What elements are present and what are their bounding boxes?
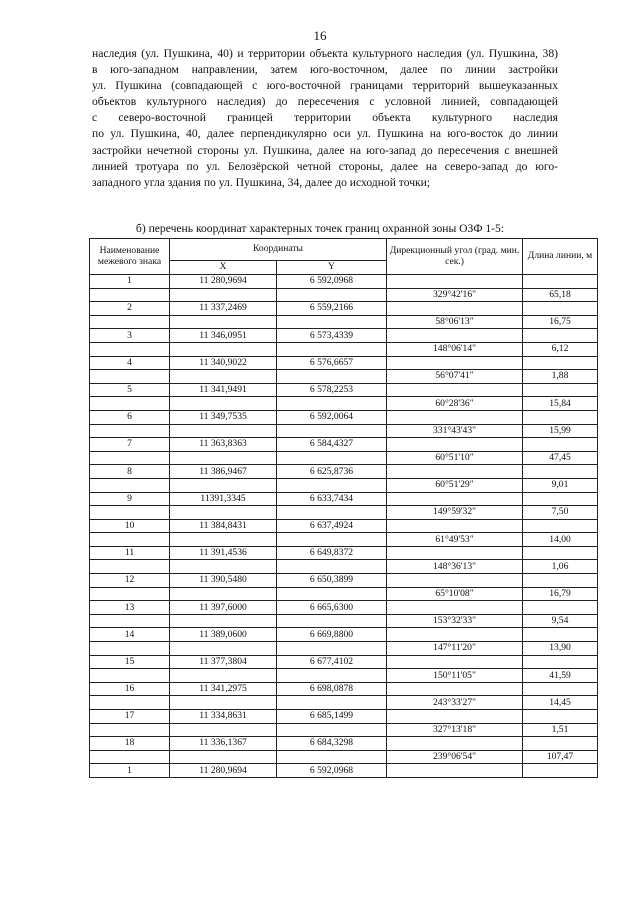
y-cell-empty	[277, 587, 387, 601]
angle-cell-empty	[387, 601, 523, 615]
y-cell: 6 684,3298	[277, 737, 387, 751]
x-cell: 11 386,9467	[170, 465, 277, 479]
length-cell-empty	[523, 710, 598, 724]
angle-cell-empty	[387, 628, 523, 642]
segment-row	[90, 587, 598, 601]
x-cell: 11 377,3804	[170, 655, 277, 669]
x-cell: 11 363,8363	[170, 438, 277, 452]
y-cell-empty	[277, 533, 387, 547]
y-cell-empty	[277, 723, 387, 737]
segment-row	[90, 370, 598, 384]
point-name-cell-empty	[90, 451, 170, 465]
line-length-cell: 65,18	[523, 288, 598, 302]
line-length-cell: 15,84	[523, 397, 598, 411]
y-cell-empty	[277, 669, 387, 683]
point-row	[90, 655, 598, 669]
x-cell-empty	[170, 315, 277, 329]
y-cell: 6 650,3899	[277, 574, 387, 588]
segment-row	[90, 614, 598, 628]
point-row	[90, 737, 598, 751]
y-cell-empty	[277, 424, 387, 438]
point-name-cell: 1	[90, 275, 170, 289]
direction-angle-cell: 58°06'13"	[387, 315, 523, 329]
y-cell: 6 576,6657	[277, 356, 387, 370]
direction-angle-cell: 61°49'53"	[387, 533, 523, 547]
direction-angle-cell: 148°36'13"	[387, 560, 523, 574]
angle-cell-empty	[387, 737, 523, 751]
point-name-cell-empty	[90, 288, 170, 302]
angle-cell-empty	[387, 329, 523, 343]
point-name-cell: 13	[90, 601, 170, 615]
header-line-length: Длина линии, м	[523, 239, 598, 275]
x-cell-empty	[170, 750, 277, 764]
direction-angle-cell: 243°33'27"	[387, 696, 523, 710]
point-row	[90, 329, 598, 343]
angle-cell-empty	[387, 275, 523, 289]
segment-row	[90, 451, 598, 465]
point-row	[90, 465, 598, 479]
segment-row	[90, 696, 598, 710]
point-row	[90, 302, 598, 316]
y-cell: 6 625,8736	[277, 465, 387, 479]
y-cell: 6 685,1499	[277, 710, 387, 724]
paragraph-line: западного угла здания по ул. Пушкина, 34, далее до исходной точки;	[92, 175, 431, 189]
point-name-cell: 3	[90, 329, 170, 343]
angle-cell-empty	[387, 519, 523, 533]
line-length-cell: 107,47	[523, 750, 598, 764]
y-cell: 6 677,4102	[277, 655, 387, 669]
point-name-cell: 15	[90, 655, 170, 669]
segment-row	[90, 397, 598, 411]
point-name-cell: 9	[90, 492, 170, 506]
length-cell-empty	[523, 302, 598, 316]
y-cell-empty	[277, 642, 387, 656]
line-length-cell: 7,50	[523, 506, 598, 520]
direction-angle-cell: 327°13'18"	[387, 723, 523, 737]
y-cell: 6 633,7434	[277, 492, 387, 506]
line-length-cell: 9,54	[523, 614, 598, 628]
angle-cell-empty	[387, 383, 523, 397]
segment-row	[90, 506, 598, 520]
x-cell-empty	[170, 696, 277, 710]
angle-cell-empty	[387, 764, 523, 778]
direction-angle-cell: 329°42'16"	[387, 288, 523, 302]
x-cell-empty	[170, 370, 277, 384]
line-length-cell: 14,00	[523, 533, 598, 547]
y-cell: 6 637,4924	[277, 519, 387, 533]
point-row	[90, 275, 598, 289]
y-cell-empty	[277, 451, 387, 465]
segment-row	[90, 288, 598, 302]
segment-row	[90, 342, 598, 356]
paragraph-line: в юго-западном направлении, затем юго-восточном, далее по линии застройки	[92, 63, 558, 77]
length-cell-empty	[523, 329, 598, 343]
paragraph-line: застройки нечетной стороны ул. Пушкина, далее на юго-запад до пересечения с внешней	[92, 143, 558, 157]
line-length-cell: 1,88	[523, 370, 598, 384]
x-cell: 11 391,4536	[170, 546, 277, 560]
y-cell: 6 592,0968	[277, 764, 387, 778]
length-cell-empty	[523, 519, 598, 533]
point-name-cell: 1	[90, 764, 170, 778]
x-cell-empty	[170, 614, 277, 628]
angle-cell-empty	[387, 574, 523, 588]
point-name-cell: 2	[90, 302, 170, 316]
direction-angle-cell: 147°11'20"	[387, 642, 523, 656]
x-cell: 11 341,9491	[170, 383, 277, 397]
segment-row	[90, 424, 598, 438]
x-cell-empty	[170, 506, 277, 520]
x-cell: 11 337,2469	[170, 302, 277, 316]
x-cell-empty	[170, 342, 277, 356]
table-caption: б) перечень координат характерных точек границ охранной зоны ОЗФ 1-5:	[135, 222, 505, 235]
length-cell-empty	[523, 628, 598, 642]
length-cell-empty	[523, 465, 598, 479]
x-cell-empty	[170, 288, 277, 302]
x-cell: 11 334,8631	[170, 710, 277, 724]
point-name-cell-empty	[90, 342, 170, 356]
y-cell-empty	[277, 397, 387, 411]
point-name-cell: 10	[90, 519, 170, 533]
paragraph-line: объектов культурного наследия) до пересечения с условной линией, совпадающей	[92, 95, 558, 109]
direction-angle-cell: 153°32'33"	[387, 614, 523, 628]
point-row	[90, 438, 598, 452]
y-cell: 6 698,0878	[277, 682, 387, 696]
direction-angle-cell: 65°10'08"	[387, 587, 523, 601]
header-y: Y	[277, 261, 387, 275]
x-cell: 11 336,1367	[170, 737, 277, 751]
y-cell-empty	[277, 370, 387, 384]
paragraph-line: линией тротуара по ул. Белозёрской четной стороны, далее на северо-запад до юго-	[92, 159, 558, 173]
point-row	[90, 356, 598, 370]
x-cell: 11 389,0600	[170, 628, 277, 642]
paragraph-line: наследия (ул. Пушкина, 40) и территории объекта культурного наследия (ул. Пушкина, 38)	[92, 47, 558, 60]
x-cell: 11391,3345	[170, 492, 277, 506]
x-cell-empty	[170, 723, 277, 737]
point-name-cell-empty	[90, 370, 170, 384]
angle-cell-empty	[387, 465, 523, 479]
segment-row	[90, 315, 598, 329]
x-cell-empty	[170, 451, 277, 465]
y-cell: 6 665,6300	[277, 601, 387, 615]
direction-angle-cell: 150°11'05"	[387, 669, 523, 683]
x-cell-empty	[170, 478, 277, 492]
direction-angle-cell: 60°51'10"	[387, 451, 523, 465]
length-cell-empty	[523, 356, 598, 370]
y-cell-empty	[277, 750, 387, 764]
segment-row	[90, 723, 598, 737]
x-cell: 11 349,7535	[170, 410, 277, 424]
x-cell: 11 397,6000	[170, 601, 277, 615]
segment-row	[90, 669, 598, 683]
x-cell: 11 346,0951	[170, 329, 277, 343]
line-length-cell: 47,45	[523, 451, 598, 465]
point-row	[90, 519, 598, 533]
point-name-cell: 16	[90, 682, 170, 696]
length-cell-empty	[523, 383, 598, 397]
point-row	[90, 383, 598, 397]
point-name-cell: 17	[90, 710, 170, 724]
angle-cell-empty	[387, 302, 523, 316]
line-length-cell: 9,01	[523, 478, 598, 492]
y-cell-empty	[277, 315, 387, 329]
line-length-cell: 1,06	[523, 560, 598, 574]
point-name-cell-empty	[90, 587, 170, 601]
direction-angle-cell: 149°59'32"	[387, 506, 523, 520]
paragraph-line: ул. Пушкина (совпадающей с юго-восточной границами территорий вышеуказанных	[92, 79, 558, 93]
line-length-cell: 6,12	[523, 342, 598, 356]
line-length-cell: 13,90	[523, 642, 598, 656]
x-cell-empty	[170, 533, 277, 547]
segment-row	[90, 560, 598, 574]
direction-angle-cell: 148°06'14"	[387, 342, 523, 356]
point-name-cell-empty	[90, 478, 170, 492]
length-cell-empty	[523, 410, 598, 424]
line-length-cell: 15,99	[523, 424, 598, 438]
y-cell: 6 573,4339	[277, 329, 387, 343]
point-name-cell: 6	[90, 410, 170, 424]
paragraph-line: с северо-восточной границей территории объекта культурного наследия	[92, 111, 558, 125]
y-cell: 6 592,0968	[277, 275, 387, 289]
x-cell: 11 384,8431	[170, 519, 277, 533]
y-cell-empty	[277, 288, 387, 302]
x-cell-empty	[170, 424, 277, 438]
point-name-cell: 12	[90, 574, 170, 588]
point-name-cell-empty	[90, 723, 170, 737]
line-length-cell: 16,79	[523, 587, 598, 601]
angle-cell-empty	[387, 356, 523, 370]
length-cell-empty	[523, 546, 598, 560]
point-row	[90, 410, 598, 424]
y-cell-empty	[277, 342, 387, 356]
page-number: 16	[313, 28, 327, 43]
point-name-cell: 4	[90, 356, 170, 370]
table-body	[90, 275, 598, 778]
point-name-cell-empty	[90, 642, 170, 656]
y-cell: 6 649,8372	[277, 546, 387, 560]
header-coordinates: Координаты	[170, 239, 387, 261]
header-x: X	[170, 261, 277, 275]
direction-angle-cell: 60°28'36"	[387, 397, 523, 411]
length-cell-empty	[523, 275, 598, 289]
y-cell-empty	[277, 506, 387, 520]
y-cell: 6 669,8800	[277, 628, 387, 642]
angle-cell-empty	[387, 682, 523, 696]
segment-row	[90, 478, 598, 492]
point-name-cell: 14	[90, 628, 170, 642]
x-cell: 11 280,9694	[170, 764, 277, 778]
y-cell-empty	[277, 560, 387, 574]
length-cell-empty	[523, 492, 598, 506]
x-cell-empty	[170, 397, 277, 411]
point-name-cell: 11	[90, 546, 170, 560]
y-cell: 6 592,0064	[277, 410, 387, 424]
line-length-cell: 1,51	[523, 723, 598, 737]
segment-row	[90, 750, 598, 764]
x-cell: 11 390,5480	[170, 574, 277, 588]
point-name-cell: 7	[90, 438, 170, 452]
direction-angle-cell: 56°07'41"	[387, 370, 523, 384]
point-row	[90, 710, 598, 724]
line-length-cell: 41,59	[523, 669, 598, 683]
line-length-cell: 14,45	[523, 696, 598, 710]
y-cell-empty	[277, 696, 387, 710]
point-name-cell-empty	[90, 533, 170, 547]
line-length-cell: 16,75	[523, 315, 598, 329]
point-name-cell: 8	[90, 465, 170, 479]
direction-angle-cell: 331°43'43"	[387, 424, 523, 438]
x-cell-empty	[170, 560, 277, 574]
x-cell-empty	[170, 587, 277, 601]
header-point-name: Наименование межевого знака	[90, 239, 170, 275]
length-cell-empty	[523, 574, 598, 588]
point-row	[90, 574, 598, 588]
point-row	[90, 546, 598, 560]
x-cell: 11 341,2975	[170, 682, 277, 696]
point-name-cell-empty	[90, 424, 170, 438]
point-name-cell-empty	[90, 560, 170, 574]
direction-angle-cell: 239°06'54"	[387, 750, 523, 764]
length-cell-empty	[523, 737, 598, 751]
point-name-cell: 5	[90, 383, 170, 397]
y-cell-empty	[277, 478, 387, 492]
point-name-cell-empty	[90, 696, 170, 710]
point-name-cell-empty	[90, 397, 170, 411]
point-name-cell-empty	[90, 669, 170, 683]
length-cell-empty	[523, 601, 598, 615]
y-cell-empty	[277, 614, 387, 628]
angle-cell-empty	[387, 410, 523, 424]
y-cell: 6 559,2166	[277, 302, 387, 316]
segment-row	[90, 533, 598, 547]
y-cell: 6 578,2253	[277, 383, 387, 397]
x-cell-empty	[170, 642, 277, 656]
boundary-description-paragraph	[92, 46, 558, 191]
coordinates-table	[89, 238, 598, 778]
length-cell-empty	[523, 764, 598, 778]
point-name-cell-empty	[90, 315, 170, 329]
point-row	[90, 601, 598, 615]
point-row	[90, 764, 598, 778]
length-cell-empty	[523, 655, 598, 669]
direction-angle-cell: 60°51'29"	[387, 478, 523, 492]
point-name-cell-empty	[90, 506, 170, 520]
length-cell-empty	[523, 438, 598, 452]
point-name-cell: 18	[90, 737, 170, 751]
point-row	[90, 492, 598, 506]
angle-cell-empty	[387, 492, 523, 506]
point-name-cell-empty	[90, 614, 170, 628]
angle-cell-empty	[387, 438, 523, 452]
point-name-cell-empty	[90, 750, 170, 764]
x-cell-empty	[170, 669, 277, 683]
point-row	[90, 628, 598, 642]
paragraph-line: по ул. Пушкина, 40, далее перпендикулярно оси ул. Пушкина на юго-восток до линии	[92, 127, 558, 141]
angle-cell-empty	[387, 655, 523, 669]
x-cell: 11 280,9694	[170, 275, 277, 289]
angle-cell-empty	[387, 710, 523, 724]
angle-cell-empty	[387, 546, 523, 560]
y-cell: 6 584,4327	[277, 438, 387, 452]
header-direction-angle: Дирекционный угол (град. мин. сек.)	[387, 239, 523, 275]
segment-row	[90, 642, 598, 656]
x-cell: 11 340,9022	[170, 356, 277, 370]
length-cell-empty	[523, 682, 598, 696]
point-row	[90, 682, 598, 696]
